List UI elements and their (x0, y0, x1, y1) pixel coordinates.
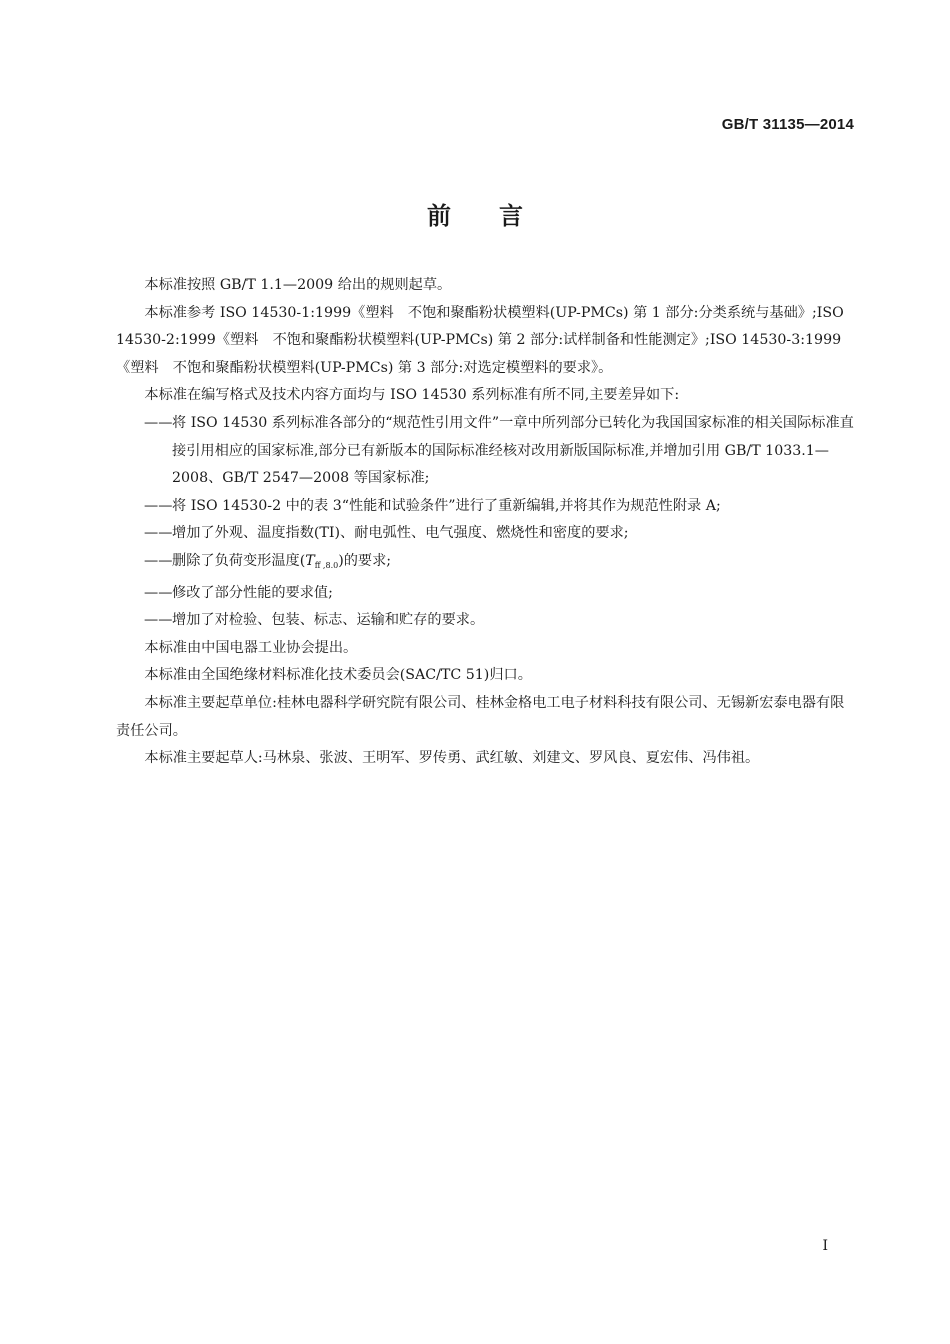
paragraph-proposer: 本标准由中国电器工业协会提出。 (144, 639, 358, 656)
paragraph-references: 本标准参考 ISO 14530-1:1999《塑料 不饱和聚酯粉状模塑料(UP-PMCs) 第 1 部分:分类系统与基础》;ISO 14530-2:1999《塑料 不饱和聚酯粉状模塑料(UP-PMCs) 第 2 部分:试样制备和性能测定》;ISO 14530-3:1999《塑料 不饱和聚酯粉状模塑料(UP-PMCs) 第 3 部分:对选定模塑料的要求》。 (116, 304, 844, 376)
temperature-subscript: ff ,8.0 (314, 560, 339, 570)
list-item (116, 493, 854, 521)
dash-mark: —— (144, 612, 173, 629)
list-item (116, 548, 854, 580)
foreword-body (116, 272, 854, 773)
list-item-text-suffix: )的要求; (338, 552, 392, 569)
standard-code: GB/T 31135—2014 (721, 116, 854, 133)
dash-mark: —— (144, 414, 173, 431)
dash-mark: —— (144, 497, 173, 514)
list-item-text: 将 ISO 14530 系列标准各部分的“规范性引用文件”一章中所列部分已转化为我国国家标准的相关国际标准直接引用相应的国家标准,部分已有新版本的国际标准经核对改用新版国际标准,并增加引用 GB/T 1033.1—2008、GB/T 2547—2008 等国家标准; (172, 414, 854, 487)
list-item (116, 580, 854, 608)
paragraph-drafting-rules: 本标准按照 GB/T 1.1—2009 给出的规则起草。 (144, 277, 452, 293)
list-item-text: 将 ISO 14530-2 中的表 3“性能和试验条件”进行了重新编辑,并将其作为规范性附录 A; (172, 497, 721, 514)
list-item (116, 520, 854, 548)
temperature-symbol: T (305, 552, 315, 569)
page-title: 前言 (427, 202, 571, 230)
list-item (116, 410, 854, 493)
dash-mark: —— (144, 525, 173, 542)
page-number: I (822, 1238, 828, 1254)
list-item-text: 修改了部分性能的要求值; (172, 584, 333, 601)
list-item (116, 607, 854, 635)
dash-mark: —— (144, 552, 173, 569)
paragraph-drafters: 本标准主要起草人:马林泉、张波、王明军、罗传勇、武红敏、刘建文、罗风良、夏宏伟、冯伟祖。 (144, 750, 760, 767)
list-item-text-prefix: 删除了负荷变形温度( (172, 552, 306, 569)
paragraph-drafting-units: 本标准主要起草单位:桂林电器科学研究院有限公司、桂林金格电工电子材料科技有限公司、无锡新宏泰电器有限责任公司。 (116, 694, 845, 739)
paragraph-differences-intro: 本标准在编写格式及技术内容方面均与 ISO 14530 系列标准有所不同,主要差异如下: (144, 387, 680, 404)
paragraph-committee: 本标准由全国绝缘材料标准化技术委员会(SAC/TC 51)归口。 (144, 667, 532, 684)
list-item-text: 增加了外观、温度指数(TI)、耐电弧性、电气强度、燃烧性和密度的要求; (172, 525, 629, 542)
dash-mark: —— (144, 584, 173, 601)
list-item-text: 增加了对检验、包装、标志、运输和贮存的要求。 (172, 612, 485, 629)
